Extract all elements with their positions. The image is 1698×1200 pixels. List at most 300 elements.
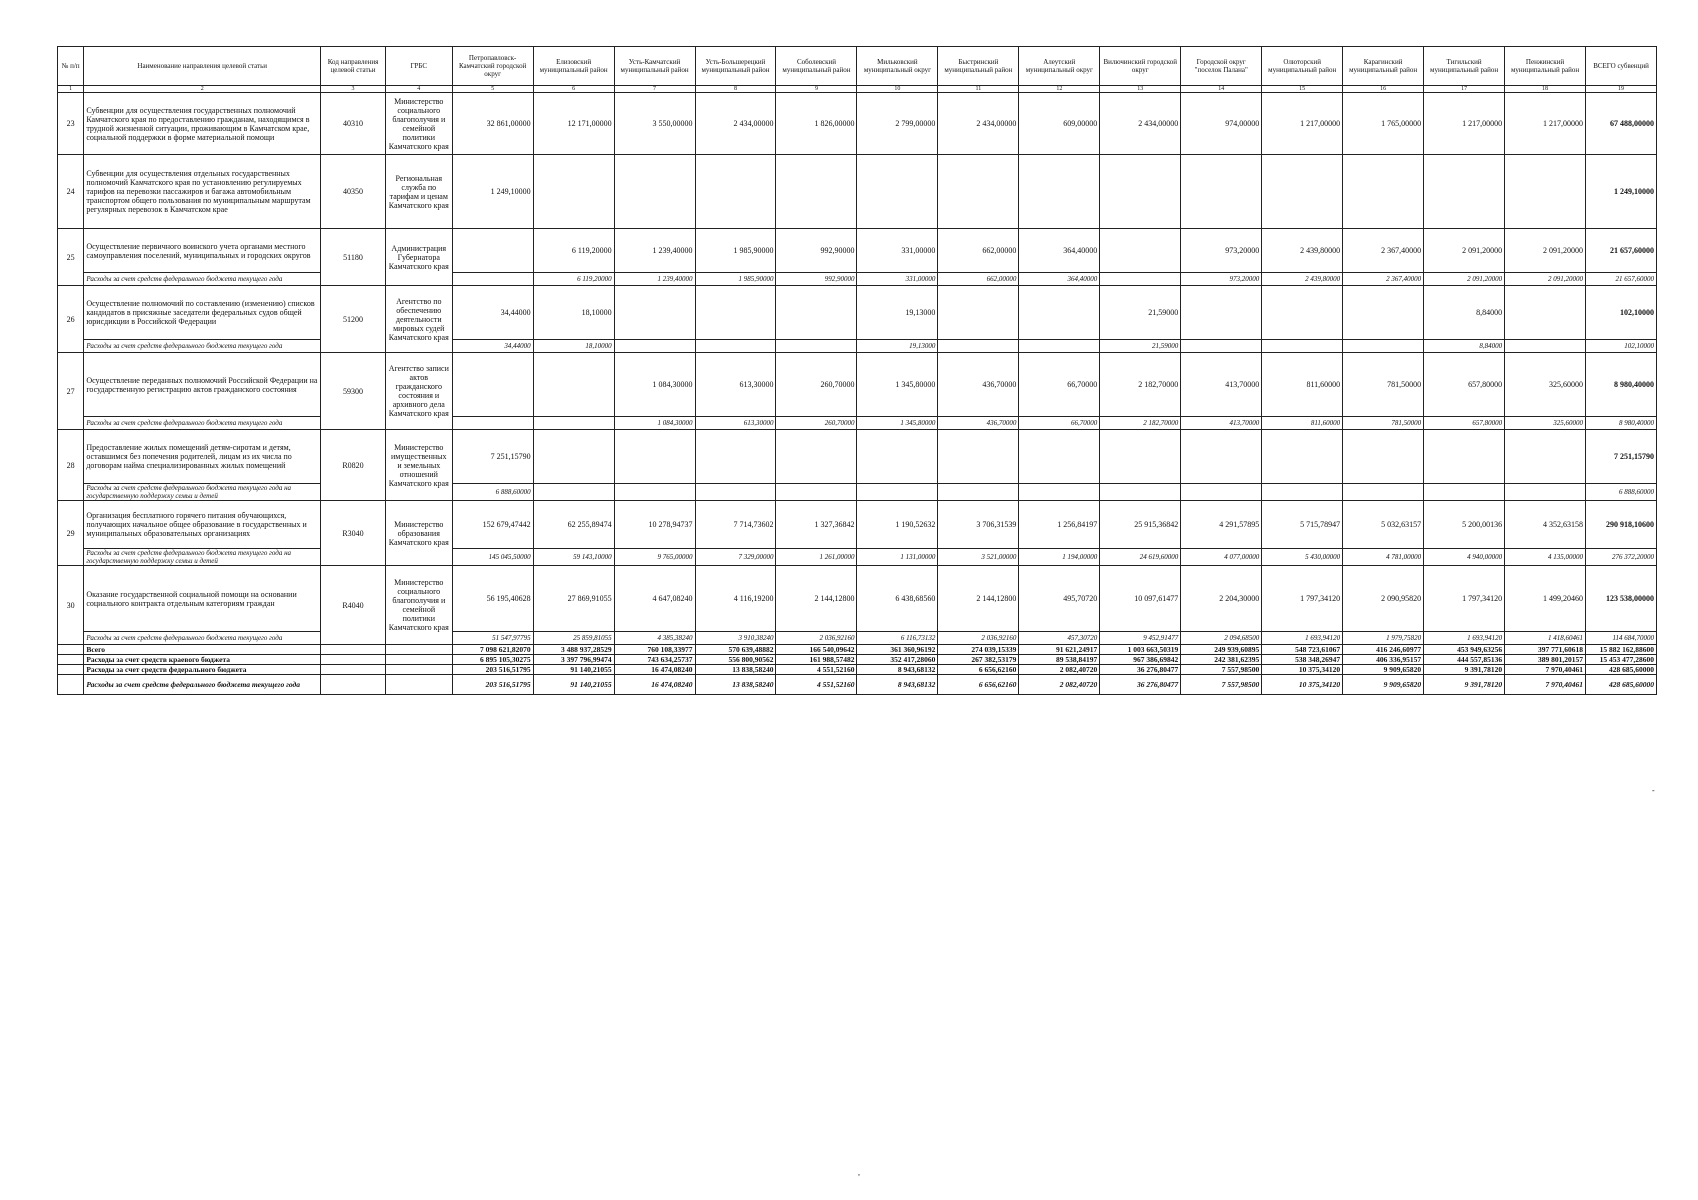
value-cell: 2 204,30000 (1181, 566, 1262, 632)
totals-value: 249 939,60895 (1181, 645, 1262, 655)
column-header: Усть-Большерецкий муниципальный район (695, 47, 776, 86)
totals-value: 967 386,69842 (1100, 655, 1181, 665)
table-row (58, 155, 1657, 229)
table-subrow (58, 549, 1657, 566)
value-cell: 331,00000 (857, 229, 938, 273)
totals-value: 274 039,15339 (938, 645, 1019, 655)
column-number: 6 (533, 86, 614, 93)
value-cell (1181, 286, 1262, 340)
value-cell (1262, 286, 1343, 340)
subrow-value: 260,70000 (776, 417, 857, 430)
totals-value: 3 397 796,99474 (533, 655, 614, 665)
subrow-value: 2 094,68500 (1181, 632, 1262, 645)
subrow-value (857, 484, 938, 501)
column-number-row (58, 86, 1657, 93)
totals-value: 8 943,68132 (857, 675, 938, 695)
totals-value: 7 970,40461 (1505, 665, 1586, 675)
column-header: Олюторский муниципальный район (1262, 47, 1343, 86)
subrow-value: 325,60000 (1505, 417, 1586, 430)
table-subrow (58, 340, 1657, 353)
value-cell: 1 190,52632 (857, 501, 938, 549)
table-subrow (58, 273, 1657, 286)
subrow-value: 657,80000 (1424, 417, 1505, 430)
column-number: 10 (857, 86, 938, 93)
row-grbs: Агентство записи актов гражданского состояния и архивного дела Камчатского края (385, 353, 452, 430)
totals-value: 36 276,80477 (1100, 665, 1181, 675)
totals-grbs (385, 675, 452, 695)
subrow-value (1262, 484, 1343, 501)
subrow-value: 66,70000 (1019, 417, 1100, 430)
totals-value: 203 516,51795 (452, 675, 533, 695)
subrow-value: 4 385,38240 (614, 632, 695, 645)
value-cell (614, 155, 695, 229)
subrow-value: 4 077,00000 (1181, 549, 1262, 566)
totals-value: 9 391,78120 (1424, 675, 1505, 695)
value-cell: 4 116,19200 (695, 566, 776, 632)
row-number: 27 (58, 353, 84, 430)
totals-value: 7 557,98500 (1181, 665, 1262, 675)
subrow-value (533, 417, 614, 430)
totals-value: 9 909,65820 (1343, 665, 1424, 675)
row-number: 25 (58, 229, 84, 286)
row-name: Осуществление переданных полномочий Российской Федерации на государственную регистрацию актов гражданского состояния (84, 353, 321, 417)
value-cell: 10 097,61477 (1100, 566, 1181, 632)
value-cell (695, 286, 776, 340)
column-number: 12 (1019, 86, 1100, 93)
value-cell: 436,70000 (938, 353, 1019, 417)
value-cell: 657,80000 (1424, 353, 1505, 417)
column-header: Карагинский муниципальный район (1343, 47, 1424, 86)
column-header: Усть-Камчатский муниципальный район (614, 47, 695, 86)
value-cell: 66,70000 (1019, 353, 1100, 417)
subventions-table (57, 46, 1657, 695)
subrow-total: 8 980,40000 (1586, 417, 1657, 430)
subrow-value (776, 484, 857, 501)
table-subrow (58, 417, 1657, 430)
value-cell: 781,50000 (1343, 353, 1424, 417)
totals-total: 15 882 162,88600 (1586, 645, 1657, 655)
column-header: ВСЕГО субвенций (1586, 47, 1657, 86)
totals-code (321, 655, 386, 665)
totals-value: 91 140,21055 (533, 665, 614, 675)
value-cell (533, 353, 614, 417)
row-name: Субвенции для осуществления государственных полномочий Камчатского края по предоставлению гражданам, находящимся в трудной жизненной ситуации, проживающим в Камчатском крае, социальной поддержки в форме материальной помощи (84, 93, 321, 155)
value-cell (776, 155, 857, 229)
totals-value: 6 656,62160 (938, 665, 1019, 675)
row-number: 26 (58, 286, 84, 353)
totals-value: 1 003 663,50319 (1100, 645, 1181, 655)
column-number: 8 (695, 86, 776, 93)
subrow-value: 1 345,80000 (857, 417, 938, 430)
totals-value: 10 375,34120 (1262, 675, 1343, 695)
subrow-value (452, 273, 533, 286)
totals-label: Расходы за счет средств федерального бюджета (84, 665, 321, 675)
subrow-value: 457,30720 (1019, 632, 1100, 645)
table-row (58, 353, 1657, 417)
subrow-value: 21,59000 (1100, 340, 1181, 353)
totals-value: 538 348,26947 (1262, 655, 1343, 665)
row-grbs: Региональная служба по тарифам и ценам Камчатского края (385, 155, 452, 229)
value-cell: 1 985,90000 (695, 229, 776, 273)
totals-value: 16 474,08240 (614, 665, 695, 675)
subrow-total: 102,10000 (1586, 340, 1657, 353)
value-cell (614, 286, 695, 340)
totals-value: 760 108,33977 (614, 645, 695, 655)
row-total: 290 918,10600 (1586, 501, 1657, 549)
value-cell: 2 434,00000 (1100, 93, 1181, 155)
value-cell: 973,20000 (1181, 229, 1262, 273)
value-cell: 325,60000 (1505, 353, 1586, 417)
subrow-value (452, 417, 533, 430)
column-number: 2 (84, 86, 321, 93)
totals-code (321, 675, 386, 695)
value-cell: 152 679,47442 (452, 501, 533, 549)
value-cell: 6 119,20000 (533, 229, 614, 273)
totals-value: 161 988,57482 (776, 655, 857, 665)
subrow-label: Расходы за счет средств федерального бюджета текущего года на государственную поддержку семьи и детей (84, 484, 321, 501)
subrow-value: 2 091,20000 (1424, 273, 1505, 286)
row-number: 29 (58, 501, 84, 566)
subrow-label: Расходы за счет средств федерального бюджета текущего года на государственную поддержку семьи и детей (84, 549, 321, 566)
value-cell: 1 239,40000 (614, 229, 695, 273)
column-header: Петропавловск-Камчатский городской округ (452, 47, 533, 86)
value-cell: 4 647,08240 (614, 566, 695, 632)
totals-value: 7 098 621,82070 (452, 645, 533, 655)
value-cell (1262, 155, 1343, 229)
subrow-label: Расходы за счет средств федерального бюджета текущего года (84, 273, 321, 286)
value-cell: 1 765,00000 (1343, 93, 1424, 155)
subrow-value: 8,84000 (1424, 340, 1505, 353)
row-name: Предоставление жилых помещений детям-сиротам и детям, оставшимся без попечения родителей, лицам из их числа по договорам найма специализированных жилых помещений (84, 430, 321, 484)
subrow-value: 436,70000 (938, 417, 1019, 430)
totals-number (58, 665, 84, 675)
totals-number (58, 645, 84, 655)
totals-total: 15 453 477,28600 (1586, 655, 1657, 665)
subrow-value (1505, 340, 1586, 353)
totals-value: 556 800,90562 (695, 655, 776, 665)
totals-value: 743 634,25737 (614, 655, 695, 665)
subrow-value: 613,30000 (695, 417, 776, 430)
totals-total: 428 685,60000 (1586, 665, 1657, 675)
value-cell: 1 084,30000 (614, 353, 695, 417)
totals-code (321, 645, 386, 655)
totals-value: 7 970,40461 (1505, 675, 1586, 695)
totals-total: 428 685,60000 (1586, 675, 1657, 695)
value-cell: 3 550,00000 (614, 93, 695, 155)
table-row (58, 501, 1657, 549)
row-name: Организация бесплатного горячего питания обучающихся, получающих начальное общее образование в государственных и муниципальных образовательных организациях (84, 501, 321, 549)
subrow-label: Расходы за счет средств федерального бюджета текущего года (84, 632, 321, 645)
value-cell: 1 217,00000 (1262, 93, 1343, 155)
value-cell (1262, 430, 1343, 484)
column-number: 9 (776, 86, 857, 93)
row-code: R4040 (321, 566, 386, 645)
totals-value: 9 909,65820 (1343, 675, 1424, 695)
value-cell: 4 291,57895 (1181, 501, 1262, 549)
totals-row (58, 665, 1657, 675)
subrow-value: 59 143,10000 (533, 549, 614, 566)
totals-grbs (385, 665, 452, 675)
totals-value: 6 895 105,30275 (452, 655, 533, 665)
row-grbs: Министерство образования Камчатского края (385, 501, 452, 566)
value-cell: 1 826,00000 (776, 93, 857, 155)
subrow-value: 6 888,60000 (452, 484, 533, 501)
subrow-value (533, 484, 614, 501)
subrow-value: 4 940,00000 (1424, 549, 1505, 566)
subrow-value: 34,44000 (452, 340, 533, 353)
column-number: 15 (1262, 86, 1343, 93)
value-cell: 613,30000 (695, 353, 776, 417)
subrow-value: 25 859,81055 (533, 632, 614, 645)
value-cell (1181, 155, 1262, 229)
row-total: 67 488,00000 (1586, 93, 1657, 155)
value-cell: 1 249,10000 (452, 155, 533, 229)
row-number: 28 (58, 430, 84, 501)
totals-value: 242 381,62395 (1181, 655, 1262, 665)
totals-number (58, 675, 84, 695)
subrow-value: 51 547,97795 (452, 632, 533, 645)
subrow-value: 1 239,40000 (614, 273, 695, 286)
totals-value: 444 557,85136 (1424, 655, 1505, 665)
value-cell (695, 155, 776, 229)
value-cell: 1 797,34120 (1262, 566, 1343, 632)
subrow-value: 18,10000 (533, 340, 614, 353)
subrow-value (695, 484, 776, 501)
value-cell: 1 499,20460 (1505, 566, 1586, 632)
value-cell (1505, 155, 1586, 229)
value-cell (1100, 430, 1181, 484)
row-grbs: Министерство социального благополучия и семейной политики Камчатского края (385, 566, 452, 645)
totals-value: 203 516,51795 (452, 665, 533, 675)
totals-grbs (385, 645, 452, 655)
totals-value: 166 540,09642 (776, 645, 857, 655)
totals-value: 91 140,21055 (533, 675, 614, 695)
subrow-value: 2 367,40000 (1343, 273, 1424, 286)
totals-label: Всего (84, 645, 321, 655)
totals-grbs (385, 655, 452, 665)
totals-value: 7 557,98500 (1181, 675, 1262, 695)
value-cell (1424, 155, 1505, 229)
value-cell (1100, 155, 1181, 229)
subrow-value: 1 194,00000 (1019, 549, 1100, 566)
column-header: Вилючинский городской округ (1100, 47, 1181, 86)
subrow-label: Расходы за счет средств федерального бюджета текущего года (84, 340, 321, 353)
value-cell (857, 155, 938, 229)
totals-value: 10 375,34120 (1262, 665, 1343, 675)
value-cell (1343, 286, 1424, 340)
totals-value: 13 838,58240 (695, 675, 776, 695)
row-code: 59300 (321, 353, 386, 430)
value-cell: 7 251,15790 (452, 430, 533, 484)
row-total: 21 657,60000 (1586, 229, 1657, 273)
subrow-value (1343, 484, 1424, 501)
subrow-total: 6 888,60000 (1586, 484, 1657, 501)
totals-label: Расходы за счет средств краевого бюджета (84, 655, 321, 665)
value-cell: 2 144,12800 (776, 566, 857, 632)
totals-value: 6 656,62160 (938, 675, 1019, 695)
subrow-value (1100, 273, 1181, 286)
subrow-value: 9 765,00000 (614, 549, 695, 566)
value-cell: 34,44000 (452, 286, 533, 340)
value-cell (533, 430, 614, 484)
table-subrow (58, 632, 1657, 645)
value-cell (1019, 155, 1100, 229)
column-number: 4 (385, 86, 452, 93)
value-cell (1100, 229, 1181, 273)
totals-value: 453 949,63256 (1424, 645, 1505, 655)
totals-value: 548 723,61067 (1262, 645, 1343, 655)
column-number: 11 (938, 86, 1019, 93)
subrow-value: 6 116,73132 (857, 632, 938, 645)
value-cell: 12 171,00000 (533, 93, 614, 155)
subrow-value (614, 340, 695, 353)
subrow-value: 973,20000 (1181, 273, 1262, 286)
column-header: Елизовский муниципальный район (533, 47, 614, 86)
totals-value: 89 538,84197 (1019, 655, 1100, 665)
value-cell: 260,70000 (776, 353, 857, 417)
value-cell: 413,70000 (1181, 353, 1262, 417)
table-body (58, 93, 1657, 695)
row-total: 1 249,10000 (1586, 155, 1657, 229)
row-code: 40350 (321, 155, 386, 229)
value-cell: 495,70720 (1019, 566, 1100, 632)
column-number: 7 (614, 86, 695, 93)
value-cell: 1 217,00000 (1424, 93, 1505, 155)
value-cell: 609,00000 (1019, 93, 1100, 155)
value-cell: 1 345,80000 (857, 353, 938, 417)
column-header: ГРБС (385, 47, 452, 86)
subrow-value (776, 340, 857, 353)
row-code: 51200 (321, 286, 386, 353)
subrow-value: 4 135,00000 (1505, 549, 1586, 566)
subrow-value: 662,00000 (938, 273, 1019, 286)
value-cell: 2 439,80000 (1262, 229, 1343, 273)
value-cell: 2 144,12800 (938, 566, 1019, 632)
value-cell: 2 182,70000 (1100, 353, 1181, 417)
totals-value: 397 771,60618 (1505, 645, 1586, 655)
totals-value: 389 801,20157 (1505, 655, 1586, 665)
table-subrow (58, 484, 1657, 501)
value-cell: 25 915,36842 (1100, 501, 1181, 549)
value-cell: 1 217,00000 (1505, 93, 1586, 155)
value-cell (1505, 286, 1586, 340)
row-grbs: Министерство имущественных и земельных отношений Камчатского края (385, 430, 452, 501)
subrow-value (938, 340, 1019, 353)
subrow-value (1181, 484, 1262, 501)
value-cell: 811,60000 (1262, 353, 1343, 417)
totals-value: 13 838,58240 (695, 665, 776, 675)
totals-value: 2 082,40720 (1019, 665, 1100, 675)
subrow-value (1019, 340, 1100, 353)
subrow-value: 1 693,94120 (1262, 632, 1343, 645)
column-number: 16 (1343, 86, 1424, 93)
value-cell: 7 714,73602 (695, 501, 776, 549)
row-name: Осуществление полномочий по составлению (изменению) списков кандидатов в присяжные заседатели федеральных судов общей юрисдикции в Российской Федерации (84, 286, 321, 340)
value-cell: 2 090,95820 (1343, 566, 1424, 632)
totals-value: 4 551,52160 (776, 665, 857, 675)
value-cell (1181, 430, 1262, 484)
value-cell (857, 430, 938, 484)
value-cell (1019, 430, 1100, 484)
totals-value: 361 360,96192 (857, 645, 938, 655)
value-cell: 21,59000 (1100, 286, 1181, 340)
subrow-value: 1 693,94120 (1424, 632, 1505, 645)
column-number: 18 (1505, 86, 1586, 93)
column-header: № п/п (58, 47, 84, 86)
row-number: 24 (58, 155, 84, 229)
value-cell (452, 229, 533, 273)
row-code: R0820 (321, 430, 386, 501)
subrow-value: 1 979,75820 (1343, 632, 1424, 645)
column-number: 19 (1586, 86, 1657, 93)
subrow-value (1505, 484, 1586, 501)
value-cell (1343, 430, 1424, 484)
value-cell (452, 353, 533, 417)
totals-label: Расходы за счет средств федерального бюджета текущего года (84, 675, 321, 695)
value-cell (938, 430, 1019, 484)
value-cell (1424, 430, 1505, 484)
subrow-value: 4 781,00000 (1343, 549, 1424, 566)
value-cell: 8,84000 (1424, 286, 1505, 340)
subrow-value: 1 261,00000 (776, 549, 857, 566)
totals-value: 91 621,24917 (1019, 645, 1100, 655)
totals-value: 36 276,80477 (1100, 675, 1181, 695)
totals-value: 2 082,40720 (1019, 675, 1100, 695)
subrow-value: 2 182,70000 (1100, 417, 1181, 430)
totals-value: 4 551,52160 (776, 675, 857, 695)
value-cell: 56 195,40628 (452, 566, 533, 632)
value-cell: 2 799,00000 (857, 93, 938, 155)
table-row (58, 93, 1657, 155)
column-header: Городской округ "поселок Палана" (1181, 47, 1262, 86)
column-header: Наименование направления целевой статьи (84, 47, 321, 86)
row-code: R3040 (321, 501, 386, 566)
value-cell: 3 706,31539 (938, 501, 1019, 549)
column-number: 14 (1181, 86, 1262, 93)
subrow-value: 331,00000 (857, 273, 938, 286)
value-cell (695, 430, 776, 484)
subrow-value: 3 521,00000 (938, 549, 1019, 566)
subrow-value (1181, 340, 1262, 353)
table-row (58, 430, 1657, 484)
value-cell: 2 434,00000 (938, 93, 1019, 155)
value-cell: 4 352,63158 (1505, 501, 1586, 549)
subrow-value (1019, 484, 1100, 501)
value-cell: 974,00000 (1181, 93, 1262, 155)
value-cell: 2 091,20000 (1424, 229, 1505, 273)
totals-value: 267 382,53179 (938, 655, 1019, 665)
subrow-total: 21 657,60000 (1586, 273, 1657, 286)
column-number: 17 (1424, 86, 1505, 93)
subrow-value (695, 340, 776, 353)
row-code: 51180 (321, 229, 386, 286)
subrow-total: 114 684,70000 (1586, 632, 1657, 645)
column-number: 13 (1100, 86, 1181, 93)
column-header: Мильковский муниципальный округ (857, 47, 938, 86)
subrow-value: 1 418,60461 (1505, 632, 1586, 645)
subrow-value: 364,40000 (1019, 273, 1100, 286)
value-cell (533, 155, 614, 229)
subrow-value: 2 036,92160 (776, 632, 857, 645)
totals-value: 570 639,48882 (695, 645, 776, 655)
subrow-value: 7 329,00000 (695, 549, 776, 566)
subrow-value (1100, 484, 1181, 501)
subrow-value: 5 430,00000 (1262, 549, 1343, 566)
value-cell (614, 430, 695, 484)
totals-row (58, 645, 1657, 655)
value-cell: 5 715,78947 (1262, 501, 1343, 549)
column-number: 3 (321, 86, 386, 93)
